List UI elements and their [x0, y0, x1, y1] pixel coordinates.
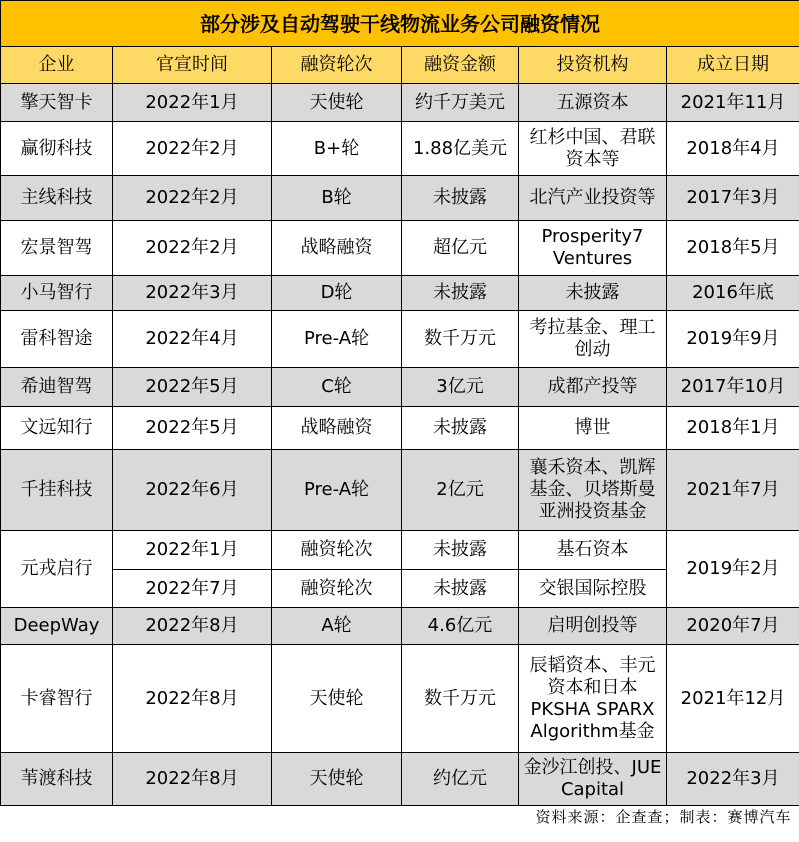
amount-cell: 2亿元 — [402, 450, 519, 531]
round-cell: 天使轮 — [272, 645, 402, 753]
table-row — [1, 368, 799, 407]
founded-cell: 2019年9月 — [667, 311, 799, 368]
round-cell: Pre-A轮 — [272, 450, 402, 531]
investors-cell: 五源资本 — [519, 84, 667, 122]
header-row — [1, 47, 799, 84]
date-cell: 2022年2月 — [113, 221, 272, 276]
date-cell: 2022年8月 — [113, 753, 272, 806]
founded-cell: 2018年1月 — [667, 407, 799, 450]
round-cell: 战略融资 — [272, 221, 402, 276]
company-cell: 赢彻科技 — [1, 122, 113, 176]
amount-cell: 数千万元 — [402, 645, 519, 753]
company-cell: 宏景智驾 — [1, 221, 113, 276]
date-cell: 2022年2月 — [113, 122, 272, 176]
table-row — [1, 753, 799, 806]
date-cell: 2022年8月 — [113, 608, 272, 645]
date-cell: 2022年5月 — [113, 407, 272, 450]
amount-cell: 数千万元 — [402, 311, 519, 368]
investors-cell: 红杉中国、君联资本等 — [519, 122, 667, 176]
date-cell: 2022年5月 — [113, 368, 272, 407]
investors-cell: 博世 — [519, 407, 667, 450]
investors-cell: 未披露 — [519, 276, 667, 311]
investors-cell: 交银国际控股 — [519, 570, 667, 608]
company-cell: 主线科技 — [1, 176, 113, 221]
table-row — [1, 276, 799, 311]
amount-cell: 未披露 — [402, 276, 519, 311]
founded-cell: 2021年7月 — [667, 450, 799, 531]
date-cell: 2022年1月 — [113, 531, 272, 570]
amount-cell: 未披露 — [402, 176, 519, 221]
investors-cell: 北汽产业投资等 — [519, 176, 667, 221]
date-cell: 2022年4月 — [113, 311, 272, 368]
date-cell: 2022年3月 — [113, 276, 272, 311]
round-cell: 战略融资 — [272, 407, 402, 450]
header-amount: 融资金额 — [402, 47, 519, 84]
amount-cell: 超亿元 — [402, 221, 519, 276]
founded-cell: 2020年7月 — [667, 608, 799, 645]
founded-cell: 2017年10月 — [667, 368, 799, 407]
company-cell: 苇渡科技 — [1, 753, 113, 806]
table-row — [1, 450, 799, 531]
table-row — [1, 221, 799, 276]
header-founded: 成立日期 — [667, 47, 799, 84]
amount-cell: 约亿元 — [402, 753, 519, 806]
amount-cell: 3亿元 — [402, 368, 519, 407]
amount-cell: 1.88亿美元 — [402, 122, 519, 176]
company-cell: 文远知行 — [1, 407, 113, 450]
round-cell: D轮 — [272, 276, 402, 311]
source-note: 资料来源：企查查；制表：赛博汽车 — [535, 808, 792, 826]
founded-cell: 2018年4月 — [667, 122, 799, 176]
table-title: 部分涉及自动驾驶干线物流业务公司融资情况 — [1, 1, 799, 47]
investors-cell: 考拉基金、理工创动 — [519, 311, 667, 368]
date-cell: 2022年7月 — [113, 570, 272, 608]
founded-cell: 2021年11月 — [667, 84, 799, 122]
investors-cell: Prosperity7 Ventures — [519, 221, 667, 276]
date-cell: 2022年8月 — [113, 645, 272, 753]
header-date: 官宣时间 — [113, 47, 272, 84]
table-row — [1, 311, 799, 368]
amount-cell: 未披露 — [402, 531, 519, 570]
round-cell: 天使轮 — [272, 753, 402, 806]
table-row — [1, 531, 799, 570]
header-investors: 投资机构 — [519, 47, 667, 84]
investors-cell: 襄禾资本、凯辉基金、贝塔斯曼亚洲投资基金 — [519, 450, 667, 531]
source-row — [1, 806, 799, 829]
company-cell: 小马智行 — [1, 276, 113, 311]
investors-cell: 启明创投等 — [519, 608, 667, 645]
table-row — [1, 84, 799, 122]
date-cell: 2022年6月 — [113, 450, 272, 531]
round-cell: A轮 — [272, 608, 402, 645]
company-cell: 擎天智卡 — [1, 84, 113, 122]
round-cell: B轮 — [272, 176, 402, 221]
investors-cell: 基石资本 — [519, 531, 667, 570]
founded-cell: 2017年3月 — [667, 176, 799, 221]
founded-cell: 2018年5月 — [667, 221, 799, 276]
founded-cell: 2019年2月 — [667, 531, 799, 608]
founded-cell: 2022年3月 — [667, 753, 799, 806]
round-cell: 融资轮次 — [272, 531, 402, 570]
company-cell: DeepWay — [1, 608, 113, 645]
header-company: 企业 — [1, 47, 113, 84]
company-cell: 雷科智途 — [1, 311, 113, 368]
round-cell: C轮 — [272, 368, 402, 407]
round-cell: B+轮 — [272, 122, 402, 176]
founded-cell: 2016年底 — [667, 276, 799, 311]
table-row — [1, 608, 799, 645]
table-row — [1, 407, 799, 450]
company-cell: 元戎启行 — [1, 531, 113, 608]
round-cell: Pre-A轮 — [272, 311, 402, 368]
date-cell: 2022年1月 — [113, 84, 272, 122]
round-cell: 天使轮 — [272, 84, 402, 122]
investors-cell: 辰韬资本、丰元资本和日本PKSHA SPARX Algorithm基金 — [519, 645, 667, 753]
company-cell: 千挂科技 — [1, 450, 113, 531]
amount-cell: 未披露 — [402, 570, 519, 608]
company-cell: 希迪智驾 — [1, 368, 113, 407]
header-round: 融资轮次 — [272, 47, 402, 84]
date-cell: 2022年2月 — [113, 176, 272, 221]
founded-cell: 2021年12月 — [667, 645, 799, 753]
amount-cell: 约千万美元 — [402, 84, 519, 122]
table-row — [1, 122, 799, 176]
table-row — [1, 645, 799, 753]
investors-cell: 金沙江创投、JUE Capital — [519, 753, 667, 806]
investors-cell: 成都产投等 — [519, 368, 667, 407]
amount-cell: 未披露 — [402, 407, 519, 450]
table-row — [1, 176, 799, 221]
company-cell: 卡睿智行 — [1, 645, 113, 753]
amount-cell: 4.6亿元 — [402, 608, 519, 645]
round-cell: 融资轮次 — [272, 570, 402, 608]
